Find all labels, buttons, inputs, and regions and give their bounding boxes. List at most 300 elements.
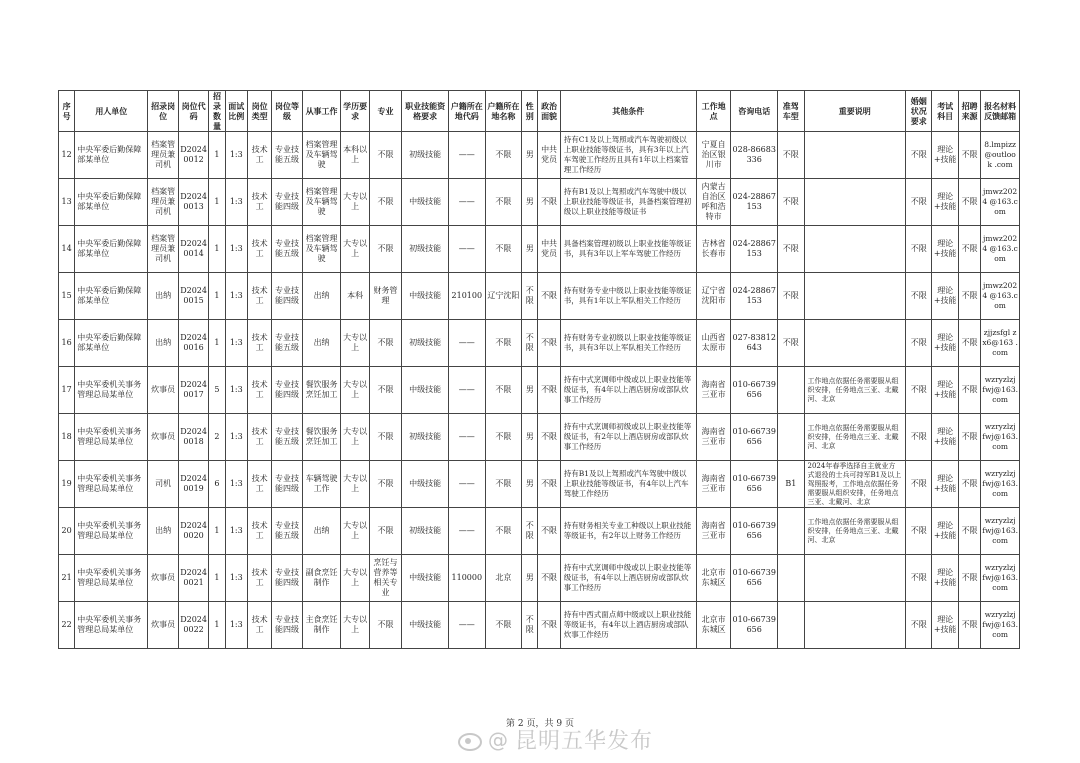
important-note-cell: [804, 320, 906, 367]
marital-status-cell: 不限: [906, 414, 932, 461]
education-cell: 大专以上: [341, 461, 369, 508]
other-conditions-cell: 持有中式烹调师中级或以上职业技能等级证书，有4年以上酒店厨房或部队炊事工作经历: [560, 555, 696, 602]
important-note-cell: [804, 602, 906, 649]
watermark-at: @: [488, 727, 509, 752]
recruit-source-cell: 不限: [958, 367, 980, 414]
skill-requirement-cell: 中级技能: [402, 461, 449, 508]
major-cell: 烹饪与营养等相关专业: [369, 555, 402, 602]
column-header: 招录岗位: [148, 91, 178, 132]
column-header: 岗位类型: [247, 91, 271, 132]
education-cell: 大专以上: [341, 414, 369, 461]
marital-status-cell: 不限: [906, 320, 932, 367]
table-row: [59, 414, 1020, 461]
marital-status-cell: 不限: [906, 273, 932, 320]
hire-count-cell: 1: [209, 273, 225, 320]
gender-cell: 男: [522, 226, 538, 273]
interview-ratio-cell: 1:3: [225, 226, 247, 273]
recruit-source-cell: 不限: [958, 132, 980, 179]
work-location-cell: 海南省三亚市: [696, 508, 731, 555]
major-cell: 不限: [369, 132, 402, 179]
household-name-cell: 不限: [485, 226, 522, 273]
column-header: 招聘来源: [958, 91, 980, 132]
position-cell: 档案管理员兼司机: [148, 179, 178, 226]
marital-status-cell: 不限: [906, 226, 932, 273]
table-row: [59, 179, 1020, 226]
license-type-cell: [778, 414, 804, 461]
interview-ratio-cell: 1:3: [225, 555, 247, 602]
skill-requirement-cell: 初级技能: [402, 320, 449, 367]
position-cell: 出纳: [148, 508, 178, 555]
email-cell: wzryzlzj fwj@163. com: [981, 367, 1020, 414]
email-cell: wzryzlzj fwj@163. com: [981, 461, 1020, 508]
job-duty-cell: 主食烹饪制作: [302, 602, 341, 649]
work-location-cell: 北京市东城区: [696, 555, 731, 602]
position-type-cell: 技术工: [247, 602, 271, 649]
email-cell: zjjzsfgl zx6@163 .com: [981, 320, 1020, 367]
column-header: 准驾车型: [778, 91, 804, 132]
household-name-cell: 不限: [485, 508, 522, 555]
email-cell: jmwz2024 @163.com: [981, 273, 1020, 320]
household-code-cell: ——: [449, 602, 486, 649]
position-type-cell: 技术工: [247, 273, 271, 320]
license-type-cell: 不限: [778, 273, 804, 320]
employer-cell: 中央军委机关事务管理总局某单位: [75, 367, 148, 414]
political-status-cell: 中共党员: [538, 226, 560, 273]
employer-cell: 中央军委后勤保障部某单位: [75, 132, 148, 179]
row-number-cell: 19: [59, 461, 75, 508]
position-type-cell: 技术工: [247, 367, 271, 414]
household-name-cell: 不限: [485, 179, 522, 226]
position-cell: 炊事员: [148, 555, 178, 602]
important-note-cell: 工作地点依据任务需要服从组织安排，任务地点三亚、北戴河、北京: [804, 367, 906, 414]
important-note-cell: [804, 273, 906, 320]
hire-count-cell: 1: [209, 132, 225, 179]
recruit-source-cell: 不限: [958, 508, 980, 555]
job-duty-cell: 出纳: [302, 273, 341, 320]
table-row: [59, 226, 1020, 273]
license-type-cell: 不限: [778, 226, 804, 273]
table-row: [59, 555, 1020, 602]
license-type-cell: [778, 555, 804, 602]
hire-count-cell: 1: [209, 508, 225, 555]
phone-cell: 024-28867153: [731, 273, 778, 320]
political-status-cell: 不限: [538, 367, 560, 414]
exam-subject-cell: 理论+技能: [932, 602, 958, 649]
political-status-cell: 不限: [538, 508, 560, 555]
position-cell: 档案管理员兼司机: [148, 132, 178, 179]
column-header: 岗位等级: [272, 91, 302, 132]
column-header: 招录数量: [209, 91, 225, 132]
marital-status-cell: 不限: [906, 132, 932, 179]
other-conditions-cell: 持有财务相关专业工种级以上职业技能等级证书，有2年以上财务工作经历: [560, 508, 696, 555]
position-type-cell: 技术工: [247, 508, 271, 555]
recruit-source-cell: 不限: [958, 414, 980, 461]
position-level-cell: 专业技能四级: [272, 179, 302, 226]
political-status-cell: 不限: [538, 179, 560, 226]
household-code-cell: ——: [449, 508, 486, 555]
education-cell: 大专以上: [341, 508, 369, 555]
recruit-source-cell: 不限: [958, 179, 980, 226]
email-cell: wzryzlzj fwj@163. com: [981, 602, 1020, 649]
license-type-cell: 不限: [778, 320, 804, 367]
skill-requirement-cell: 中级技能: [402, 602, 449, 649]
employer-cell: 中央军委后勤保障部某单位: [75, 226, 148, 273]
row-number-cell: 21: [59, 555, 75, 602]
education-cell: 大专以上: [341, 179, 369, 226]
position-level-cell: 专业技能四级: [272, 461, 302, 508]
other-conditions-cell: 持有财务专业初级以上职业技能等级证书，具有3年以上军队相关工作经历: [560, 320, 696, 367]
marital-status-cell: 不限: [906, 508, 932, 555]
position-type-cell: 技术工: [247, 555, 271, 602]
gender-cell: 不限: [522, 320, 538, 367]
other-conditions-cell: 持有中式烹调师初级或以上职业技能等级证书，有2年以上酒店厨房或部队炊事工作经历: [560, 414, 696, 461]
recruit-source-cell: 不限: [958, 273, 980, 320]
column-header: 职业技能资格要求: [402, 91, 449, 132]
job-duty-cell: 档案管理及车辆驾驶: [302, 132, 341, 179]
interview-ratio-cell: 1:3: [225, 320, 247, 367]
employer-cell: 中央军委机关事务管理总局某单位: [75, 602, 148, 649]
row-number-cell: 13: [59, 179, 75, 226]
recruit-source-cell: 不限: [958, 461, 980, 508]
job-duty-cell: 餐饮服务烹饪加工: [302, 414, 341, 461]
exam-subject-cell: 理论+技能: [932, 132, 958, 179]
marital-status-cell: 不限: [906, 555, 932, 602]
major-cell: 不限: [369, 414, 402, 461]
column-header: 考试科目: [932, 91, 958, 132]
table-row: [59, 461, 1020, 508]
employer-cell: 中央军委机关事务管理总局某单位: [75, 508, 148, 555]
recruit-source-cell: 不限: [958, 226, 980, 273]
hire-count-cell: 1: [209, 226, 225, 273]
position-type-cell: 技术工: [247, 320, 271, 367]
other-conditions-cell: 持有中西式面点师中级或以上职业技能等级证书，有4年以上酒店厨房或部队炊事工作经历: [560, 602, 696, 649]
license-type-cell: 不限: [778, 179, 804, 226]
marital-status-cell: 不限: [906, 179, 932, 226]
position-type-cell: 技术工: [247, 414, 271, 461]
email-cell: jmwz2024 @163.com: [981, 179, 1020, 226]
phone-cell: 010-66739656: [731, 555, 778, 602]
exam-subject-cell: 理论+技能: [932, 508, 958, 555]
position-code-cell: D2024 0014: [178, 226, 208, 273]
major-cell: 不限: [369, 367, 402, 414]
position-type-cell: 技术工: [247, 226, 271, 273]
skill-requirement-cell: 中级技能: [402, 367, 449, 414]
employer-cell: 中央军委机关事务管理总局某单位: [75, 461, 148, 508]
major-cell: 不限: [369, 226, 402, 273]
column-header: 其他条件: [560, 91, 696, 132]
major-cell: 不限: [369, 320, 402, 367]
position-code-cell: D2024 0019: [178, 461, 208, 508]
important-note-cell: 2024年春季选择自主就业方式退役的士兵可持军B1及以上驾照报考，工作地点依据任务需要服从组织安排，任务地点三亚、北戴河、北京: [804, 461, 906, 508]
education-cell: 大专以上: [341, 320, 369, 367]
hire-count-cell: 1: [209, 555, 225, 602]
political-status-cell: 不限: [538, 461, 560, 508]
education-cell: 本科: [341, 273, 369, 320]
row-number-cell: 20: [59, 508, 75, 555]
major-cell: 不限: [369, 461, 402, 508]
position-cell: 档案管理员兼司机: [148, 226, 178, 273]
gender-cell: 男: [522, 555, 538, 602]
job-duty-cell: 出纳: [302, 508, 341, 555]
education-cell: 大专以上: [341, 555, 369, 602]
major-cell: 不限: [369, 179, 402, 226]
work-location-cell: 宁夏自治区银川市: [696, 132, 731, 179]
gender-cell: 不限: [522, 508, 538, 555]
position-level-cell: 专业技能四级: [272, 602, 302, 649]
page-number: 第 2 页，共 9 页: [506, 719, 574, 729]
exam-subject-cell: 理论+技能: [932, 367, 958, 414]
job-duty-cell: 餐饮服务烹饪加工: [302, 367, 341, 414]
position-code-cell: D2024 0021: [178, 555, 208, 602]
other-conditions-cell: 持有C1及以上驾照或汽车驾驶初级以上职业技能等级证书，具有3年以上汽车驾驶工作经历且具有1年以上档案管理工作经历: [560, 132, 696, 179]
interview-ratio-cell: 1:3: [225, 273, 247, 320]
column-header: 学历要求: [341, 91, 369, 132]
position-level-cell: 专业技能四级: [272, 555, 302, 602]
column-header: 岗位代码: [178, 91, 208, 132]
work-location-cell: 海南省三亚市: [696, 461, 731, 508]
job-duty-cell: 副食烹饪制作: [302, 555, 341, 602]
column-header: 工作地点: [696, 91, 731, 132]
household-name-cell: 不限: [485, 602, 522, 649]
other-conditions-cell: 持有中式烹调师中级或以上职业技能等级证书，有4年以上酒店厨房或部队炊事工作经历: [560, 367, 696, 414]
weibo-logo-icon: [456, 730, 482, 750]
phone-cell: 010-66739656: [731, 367, 778, 414]
position-cell: 出纳: [148, 273, 178, 320]
column-header: 用人单位: [75, 91, 148, 132]
job-duty-cell: 出纳: [302, 320, 341, 367]
interview-ratio-cell: 1:3: [225, 179, 247, 226]
row-number-cell: 16: [59, 320, 75, 367]
table-row: [59, 132, 1020, 179]
table-row: [59, 508, 1020, 555]
position-level-cell: 专业技能五级: [272, 508, 302, 555]
gender-cell: 不限: [522, 602, 538, 649]
interview-ratio-cell: 1:3: [225, 414, 247, 461]
skill-requirement-cell: 初级技能: [402, 414, 449, 461]
skill-requirement-cell: 中级技能: [402, 273, 449, 320]
email-cell: 8.lmpizz @outlook .com: [981, 132, 1020, 179]
license-type-cell: 不限: [778, 132, 804, 179]
column-header: 户籍所在地代码: [449, 91, 486, 132]
gender-cell: 男: [522, 367, 538, 414]
skill-requirement-cell: 初级技能: [402, 508, 449, 555]
hire-count-cell: 1: [209, 320, 225, 367]
major-cell: 财务管理: [369, 273, 402, 320]
gender-cell: 不限: [522, 273, 538, 320]
column-header: 从事工作: [302, 91, 341, 132]
employer-cell: 中央军委机关事务管理总局某单位: [75, 555, 148, 602]
license-type-cell: [778, 367, 804, 414]
household-code-cell: ——: [449, 367, 486, 414]
column-header: 政治面貌: [538, 91, 560, 132]
position-code-cell: D2024 0020: [178, 508, 208, 555]
row-number-cell: 14: [59, 226, 75, 273]
important-note-cell: [804, 179, 906, 226]
recruit-source-cell: 不限: [958, 555, 980, 602]
household-name-cell: 辽宁沈阳: [485, 273, 522, 320]
education-cell: 大专以上: [341, 226, 369, 273]
position-code-cell: D2024 0016: [178, 320, 208, 367]
exam-subject-cell: 理论+技能: [932, 179, 958, 226]
household-name-cell: 不限: [485, 414, 522, 461]
work-location-cell: 海南省三亚市: [696, 414, 731, 461]
job-duty-cell: 档案管理及车辆驾驶: [302, 179, 341, 226]
hire-count-cell: 6: [209, 461, 225, 508]
hire-count-cell: 5: [209, 367, 225, 414]
phone-cell: 010-66739656: [731, 602, 778, 649]
household-code-cell: ——: [449, 461, 486, 508]
household-name-cell: 不限: [485, 132, 522, 179]
exam-subject-cell: 理论+技能: [932, 461, 958, 508]
household-name-cell: 北京: [485, 555, 522, 602]
employer-cell: 中央军委机关事务管理总局某单位: [75, 414, 148, 461]
column-header: 重要说明: [804, 91, 906, 132]
position-cell: 炊事员: [148, 602, 178, 649]
position-code-cell: D2024 0012: [178, 132, 208, 179]
political-status-cell: 不限: [538, 273, 560, 320]
hire-count-cell: 2: [209, 414, 225, 461]
other-conditions-cell: 持有B1及以上驾照或汽车驾驶中级以上职业技能等级证书，具备档案管理初级以上职业技能等级证书: [560, 179, 696, 226]
position-type-cell: 技术工: [247, 179, 271, 226]
education-cell: 大专以上: [341, 602, 369, 649]
education-cell: 本科以上: [341, 132, 369, 179]
exam-subject-cell: 理论+技能: [932, 555, 958, 602]
employer-cell: 中央军委后勤保障部某单位: [75, 273, 148, 320]
table-row: [59, 273, 1020, 320]
position-code-cell: D2024 0013: [178, 179, 208, 226]
row-number-cell: 18: [59, 414, 75, 461]
interview-ratio-cell: 1:3: [225, 602, 247, 649]
column-header: 性别: [522, 91, 538, 132]
work-location-cell: 海南省三亚市: [696, 367, 731, 414]
table-header-row: [59, 91, 1020, 132]
row-number-cell: 17: [59, 367, 75, 414]
gender-cell: 男: [522, 179, 538, 226]
position-code-cell: D2024 0022: [178, 602, 208, 649]
political-status-cell: 不限: [538, 414, 560, 461]
household-code-cell: ——: [449, 414, 486, 461]
license-type-cell: [778, 508, 804, 555]
position-level-cell: 专业技能五级: [272, 226, 302, 273]
position-cell: 炊事员: [148, 367, 178, 414]
marital-status-cell: 不限: [906, 367, 932, 414]
phone-cell: 028-86683336: [731, 132, 778, 179]
important-note-cell: [804, 132, 906, 179]
political-status-cell: 中共党员: [538, 132, 560, 179]
work-location-cell: 吉林省长春市: [696, 226, 731, 273]
position-type-cell: 技术工: [247, 132, 271, 179]
position-type-cell: 技术工: [247, 461, 271, 508]
work-location-cell: 北京市东城区: [696, 602, 731, 649]
important-note-cell: [804, 226, 906, 273]
column-header: 报名材料反馈邮箱: [981, 91, 1020, 132]
recruit-source-cell: 不限: [958, 602, 980, 649]
column-header: 婚姻状况要求: [906, 91, 932, 132]
political-status-cell: 不限: [538, 320, 560, 367]
household-name-cell: 不限: [485, 320, 522, 367]
other-conditions-cell: 具备档案管理初级以上职业技能等级证书，具有3年以上军车驾驶工作经历: [560, 226, 696, 273]
exam-subject-cell: 理论+技能: [932, 226, 958, 273]
interview-ratio-cell: 1:3: [225, 461, 247, 508]
gender-cell: 男: [522, 461, 538, 508]
skill-requirement-cell: 中级技能: [402, 555, 449, 602]
email-cell: wzryzlzj fwj@163. com: [981, 508, 1020, 555]
skill-requirement-cell: 中级技能: [402, 179, 449, 226]
email-cell: jmwz2024 @163.com: [981, 226, 1020, 273]
phone-cell: 024-28867153: [731, 179, 778, 226]
row-number-cell: 12: [59, 132, 75, 179]
political-status-cell: 不限: [538, 555, 560, 602]
phone-cell: 010-66739656: [731, 508, 778, 555]
other-conditions-cell: 持有财务专业中级以上职业技能等级证书，具有1年以上军队相关工作经历: [560, 273, 696, 320]
position-cell: 出纳: [148, 320, 178, 367]
work-location-cell: 内蒙古自治区呼和浩特市: [696, 179, 731, 226]
employer-cell: 中央军委后勤保障部某单位: [75, 320, 148, 367]
gender-cell: 男: [522, 132, 538, 179]
political-status-cell: 不限: [538, 602, 560, 649]
job-duty-cell: 档案管理及车辆驾驶: [302, 226, 341, 273]
interview-ratio-cell: 1:3: [225, 132, 247, 179]
interview-ratio-cell: 1:3: [225, 367, 247, 414]
household-name-cell: 不限: [485, 461, 522, 508]
work-location-cell: 山西省太原市: [696, 320, 731, 367]
marital-status-cell: 不限: [906, 602, 932, 649]
exam-subject-cell: 理论+技能: [932, 414, 958, 461]
position-cell: 炊事员: [148, 414, 178, 461]
position-level-cell: 专业技能四级: [272, 273, 302, 320]
recruitment-table-page: [58, 90, 1020, 649]
hire-count-cell: 1: [209, 179, 225, 226]
column-header: 户籍所在地名称: [485, 91, 522, 132]
license-type-cell: [778, 602, 804, 649]
row-number-cell: 22: [59, 602, 75, 649]
position-level-cell: 专业技能四级: [272, 367, 302, 414]
position-cell: 司机: [148, 461, 178, 508]
phone-cell: 010-66739656: [731, 461, 778, 508]
major-cell: 不限: [369, 602, 402, 649]
important-note-cell: 工作地点依据任务需要服从组织安排，任务地点三亚、北戴河、北京: [804, 414, 906, 461]
household-code-cell: 210100: [449, 273, 486, 320]
interview-ratio-cell: 1:3: [225, 508, 247, 555]
table-row: [59, 320, 1020, 367]
household-name-cell: 不限: [485, 367, 522, 414]
recruit-source-cell: 不限: [958, 320, 980, 367]
exam-subject-cell: 理论+技能: [932, 273, 958, 320]
license-type-cell: B1: [778, 461, 804, 508]
employer-cell: 中央军委后勤保障部某单位: [75, 179, 148, 226]
table-row: [59, 367, 1020, 414]
exam-subject-cell: 理论+技能: [932, 320, 958, 367]
important-note-cell: [804, 555, 906, 602]
position-code-cell: D2024 0018: [178, 414, 208, 461]
position-code-cell: D2024 0017: [178, 367, 208, 414]
column-header: 面试比例: [225, 91, 247, 132]
column-header: 咨询电话: [731, 91, 778, 132]
household-code-cell: ——: [449, 226, 486, 273]
hire-count-cell: 1: [209, 602, 225, 649]
skill-requirement-cell: 初级技能: [402, 132, 449, 179]
other-conditions-cell: 持有B1及以上驾照或汽车驾驶中级以上职业技能等级证书，有4年以上汽车驾驶工作经历: [560, 461, 696, 508]
column-header: 序号: [59, 91, 75, 132]
household-code-cell: ——: [449, 320, 486, 367]
position-code-cell: D2024 0015: [178, 273, 208, 320]
column-header: 专业: [369, 91, 402, 132]
education-cell: 大专以上: [341, 367, 369, 414]
household-code-cell: ——: [449, 132, 486, 179]
work-location-cell: 辽宁省沈阳市: [696, 273, 731, 320]
important-note-cell: 工作地点依据任务需要服从组织安排，任务地点三亚、北戴河、北京: [804, 508, 906, 555]
position-level-cell: 专业技能五级: [272, 132, 302, 179]
